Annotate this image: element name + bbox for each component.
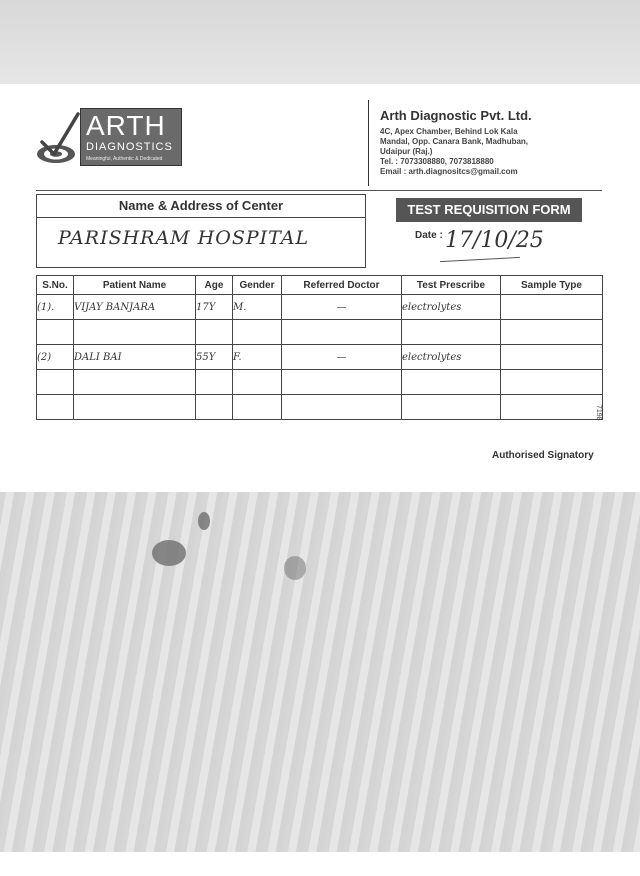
column-header: Test Prescribe bbox=[402, 276, 501, 295]
address-line: Mandal, Opp. Canara Bank, Madhuban, bbox=[380, 137, 529, 146]
cell-patient-name bbox=[74, 370, 196, 395]
authorised-signatory-label: Authorised Signatory bbox=[492, 450, 594, 461]
cell-test bbox=[402, 395, 501, 420]
column-header: Referred Doctor bbox=[282, 276, 402, 295]
cell-serial: (1). bbox=[37, 295, 74, 320]
cell-gender: F. bbox=[233, 345, 282, 370]
table-row bbox=[37, 395, 603, 420]
ink-stain bbox=[284, 556, 306, 580]
cell-age: 55Y bbox=[196, 345, 233, 370]
table-header-row bbox=[37, 276, 603, 295]
cell-sample-type bbox=[501, 395, 603, 420]
form-serial-number: 7198 bbox=[595, 405, 602, 421]
cell-referred-doctor: — bbox=[282, 295, 402, 320]
cell-serial: (2) bbox=[37, 345, 74, 370]
scan-noise-top bbox=[0, 0, 640, 84]
logo-subtitle: DIAGNOSTICS bbox=[86, 141, 173, 153]
cell-age bbox=[196, 370, 233, 395]
column-header: Age bbox=[196, 276, 233, 295]
cell-sample-type bbox=[501, 370, 603, 395]
cell-gender bbox=[233, 370, 282, 395]
ink-stain bbox=[152, 540, 186, 566]
cell-test: electrolytes bbox=[402, 295, 501, 320]
cell-referred-doctor bbox=[282, 370, 402, 395]
address-line: 4C, Apex Chamber, Behind Lok Kala bbox=[380, 127, 518, 136]
table-row bbox=[37, 320, 603, 345]
logo-brand: ARTH bbox=[86, 110, 166, 141]
form-title: TEST REQUISITION FORM bbox=[407, 202, 571, 217]
date-underline bbox=[440, 257, 520, 262]
cell-serial bbox=[37, 395, 74, 420]
column-header: Sample Type bbox=[501, 276, 603, 295]
cell-gender: M. bbox=[233, 295, 282, 320]
cell-referred-doctor bbox=[282, 320, 402, 345]
cell-test: electrolytes bbox=[402, 345, 501, 370]
cell-gender bbox=[233, 320, 282, 345]
header-divider bbox=[368, 100, 369, 186]
date-label: Date : bbox=[415, 230, 443, 241]
phone-line: Tel. : 7073308880, 7073818880 bbox=[380, 157, 494, 166]
cell-gender bbox=[233, 395, 282, 420]
cell-age bbox=[196, 395, 233, 420]
cell-test bbox=[402, 320, 501, 345]
table-row bbox=[37, 295, 603, 320]
cell-sample-type bbox=[501, 345, 603, 370]
date-value-handwritten: 17/10/25 bbox=[445, 228, 544, 253]
address-line: Udaipur (Raj.) bbox=[380, 147, 433, 156]
table-row bbox=[37, 370, 603, 395]
table-row bbox=[37, 345, 603, 370]
cell-age bbox=[196, 320, 233, 345]
cell-referred-doctor: — bbox=[282, 345, 402, 370]
cell-test bbox=[402, 370, 501, 395]
scan-margin bbox=[0, 852, 640, 876]
cell-patient-name: DALI BAI bbox=[74, 345, 196, 370]
header-rule bbox=[36, 190, 602, 191]
scan-noise-bottom bbox=[0, 492, 640, 852]
cell-serial bbox=[37, 370, 74, 395]
cell-referred-doctor bbox=[282, 395, 402, 420]
cell-sample-type bbox=[501, 320, 603, 345]
column-header: Patient Name bbox=[74, 276, 196, 295]
cell-serial bbox=[37, 320, 74, 345]
center-name-handwritten: PARISHRAM HOSPITAL bbox=[58, 227, 310, 249]
cell-patient-name bbox=[74, 395, 196, 420]
column-header: Gender bbox=[233, 276, 282, 295]
logo-tagline: Meaningful, Authentic & Dedicated bbox=[86, 156, 163, 162]
cell-sample-type bbox=[501, 295, 603, 320]
column-header: S.No. bbox=[37, 276, 74, 295]
target-logo-icon bbox=[36, 112, 80, 168]
company-name: Arth Diagnostic Pvt. Ltd. bbox=[380, 108, 532, 123]
cell-patient-name bbox=[74, 320, 196, 345]
cell-patient-name: VIJAY BANJARA bbox=[74, 295, 196, 320]
email-line: Email : arth.diagnositcs@gmail.com bbox=[380, 167, 518, 176]
company-address bbox=[380, 127, 540, 177]
patient-table bbox=[36, 275, 603, 420]
center-heading: Name & Address of Center bbox=[36, 194, 366, 218]
ink-stain bbox=[198, 512, 210, 530]
cell-age: 17Y bbox=[196, 295, 233, 320]
